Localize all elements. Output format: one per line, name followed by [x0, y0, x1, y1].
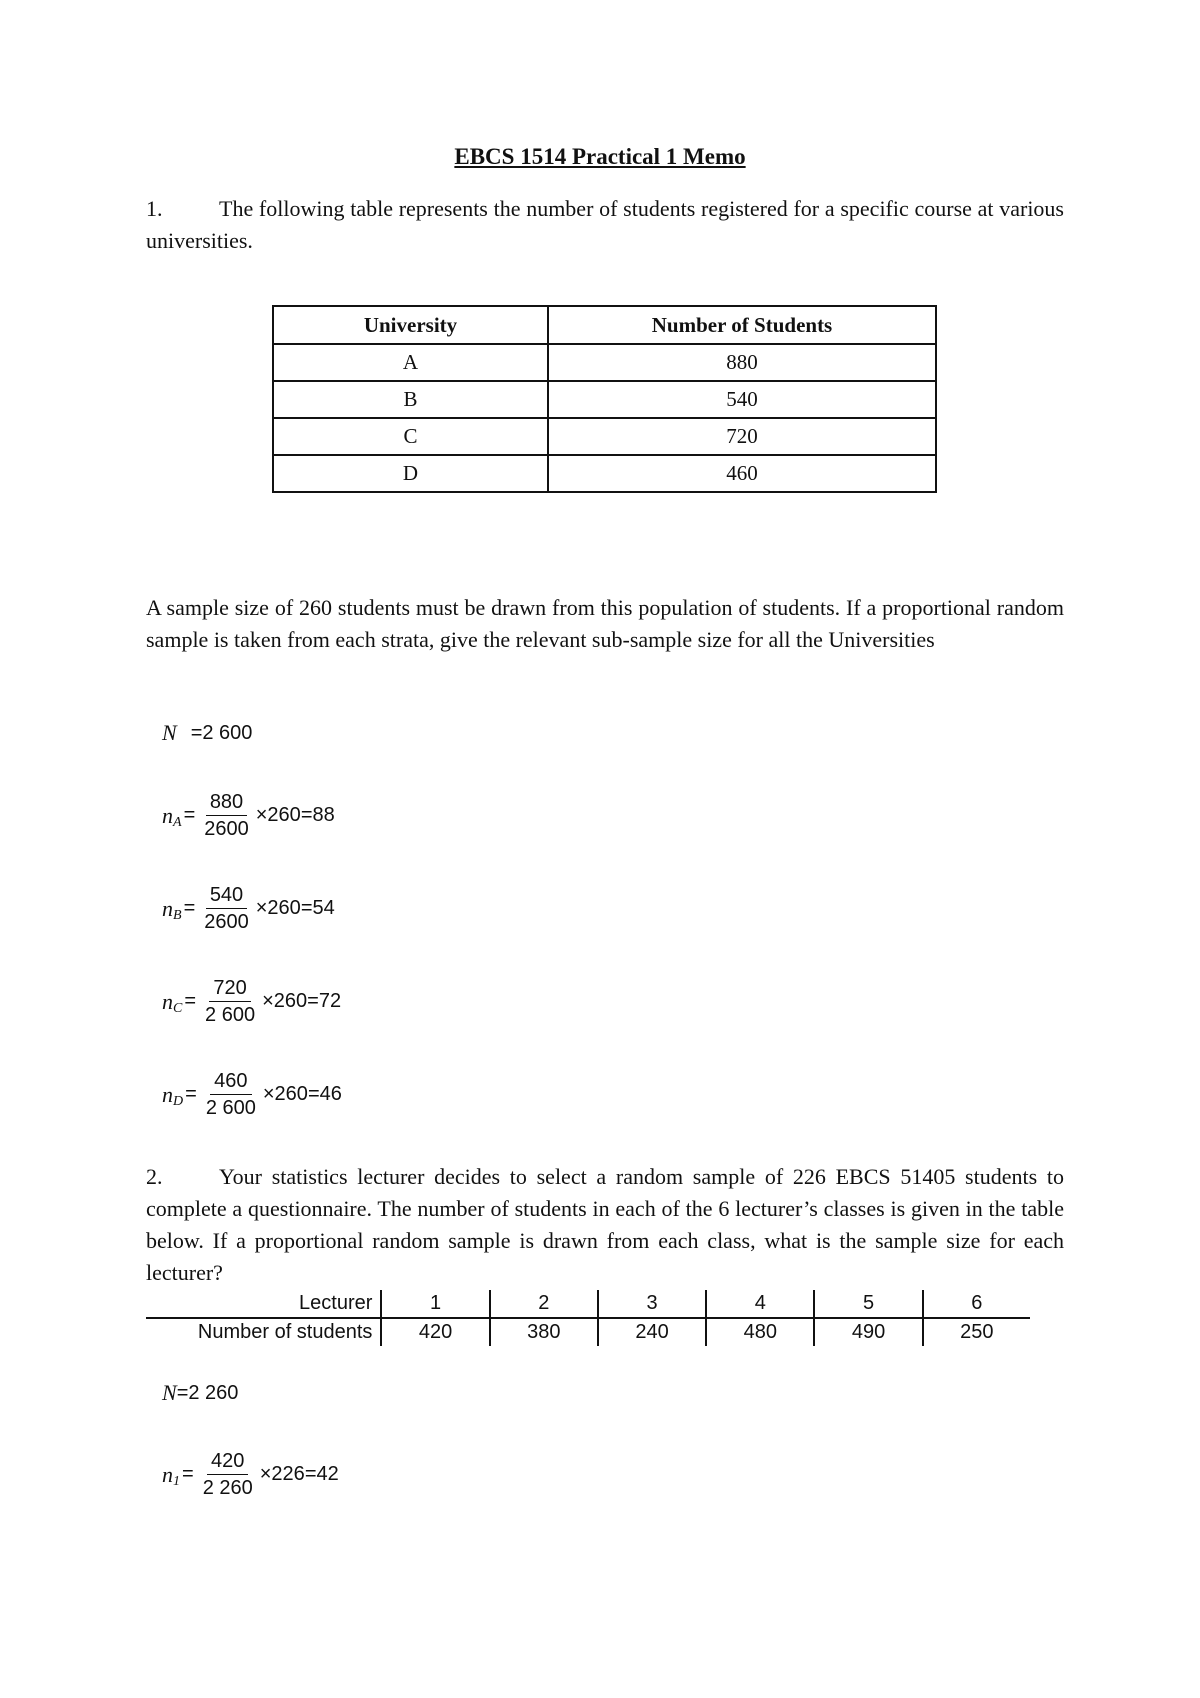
page-title: EBCS 1514 Practical 1 Memo: [454, 144, 746, 169]
university-table: [272, 305, 937, 493]
equals-sign: =: [182, 1463, 194, 1485]
multiplier: ×260: [255, 897, 301, 919]
multiplier: ×260: [262, 990, 308, 1012]
denominator: 2 600: [205, 1097, 256, 1119]
table-cell: 880: [548, 344, 936, 381]
table-cell: 540: [548, 381, 936, 418]
q1-number: 1.: [146, 196, 163, 221]
subscript: 1: [173, 1473, 180, 1489]
table-cell: 2: [490, 1290, 598, 1318]
formula-n1: [162, 1449, 339, 1500]
table-cell: D: [273, 455, 548, 492]
result: =54: [300, 897, 335, 919]
n-variable: n: [162, 988, 173, 1014]
row-label-number-of-students: Number of students: [197, 1321, 373, 1343]
subscript: C: [173, 1000, 183, 1016]
multiplier: ×260: [255, 804, 301, 826]
fraction: [199, 1449, 257, 1500]
table-row: [146, 1318, 1030, 1346]
table-cell: 6: [923, 1290, 1030, 1318]
equals-sign: =: [183, 804, 196, 826]
fraction: [200, 790, 253, 841]
table-cell: B: [273, 381, 548, 418]
q1-text: The following table represents the number of students registered for a specific course at various universities.: [146, 196, 1064, 253]
n-variable: n: [162, 1461, 173, 1487]
equals-sign: =: [184, 990, 197, 1012]
result: =72: [307, 990, 342, 1012]
N-value: =2 600: [190, 721, 253, 744]
q1-question: A sample size of 260 students must be drawn from this population of students. If a proportional random sample is taken from each strata, give the relevant sub-sample size for all the Universities: [146, 595, 1064, 652]
subscript: A: [173, 814, 182, 830]
q2-text: Your statistics lecturer decides to select a random sample of 226 EBCS 51405 students to complete a questionnaire. The number of students in each of the 6 lecturer’s classes is given in the table below. If a proportional random sample is drawn from each class, what is the sample size for each lecturer?: [146, 1164, 1064, 1285]
multiplier: ×226: [259, 1463, 305, 1485]
header-number-of-students: Number of Students: [548, 306, 936, 344]
n-variable: n: [162, 895, 173, 921]
N-variable: N: [162, 720, 177, 745]
result: =46: [307, 1083, 342, 1105]
table-row: [273, 455, 936, 492]
table-row: [146, 1290, 1030, 1318]
q1-paragraph: [146, 193, 1064, 257]
formula-nB: [162, 883, 335, 934]
row-label-lecturer: Lecturer: [146, 1290, 381, 1318]
header-university: University: [273, 306, 548, 344]
fraction: [201, 976, 259, 1027]
table-cell: 380: [490, 1318, 598, 1346]
n-variable: n: [162, 1081, 173, 1107]
table-cell: C: [273, 418, 548, 455]
table-cell: 3: [598, 1290, 706, 1318]
numerator: 880: [206, 790, 247, 816]
table-cell: 460: [548, 455, 936, 492]
result: =42: [304, 1463, 339, 1485]
N-value: =2 260: [176, 1381, 239, 1404]
table-cell: 420: [381, 1318, 489, 1346]
denominator: 2 260: [202, 1477, 253, 1499]
equals-sign: =: [185, 1083, 197, 1105]
numerator: 720: [209, 976, 250, 1002]
numerator: 540: [206, 883, 247, 909]
formula-nA: [162, 790, 335, 841]
subscript: B: [173, 907, 182, 923]
denominator: 2600: [204, 911, 249, 933]
table-cell: A: [273, 344, 548, 381]
N-variable: N: [162, 1380, 177, 1405]
q2-paragraph: [146, 1161, 1064, 1289]
table-row: [273, 344, 936, 381]
table-row: [273, 418, 936, 455]
numerator: 420: [207, 1449, 248, 1475]
formula-nC: [162, 976, 341, 1027]
result: =88: [300, 804, 335, 826]
fraction: [202, 1069, 260, 1120]
n-variable: n: [162, 802, 173, 828]
table-cell: 720: [548, 418, 936, 455]
table-cell: 250: [923, 1318, 1030, 1346]
q2-number: 2.: [146, 1164, 163, 1189]
lecturer-table: [146, 1290, 1030, 1346]
denominator: 2600: [204, 818, 249, 840]
subscript: D: [173, 1093, 184, 1109]
table-cell: 5: [814, 1290, 922, 1318]
table-cell: 240: [598, 1318, 706, 1346]
table-cell: 4: [706, 1290, 814, 1318]
table-cell: 1: [381, 1290, 489, 1318]
multiplier: ×260: [262, 1083, 308, 1105]
denominator: 2 600: [205, 1004, 256, 1026]
fraction: [200, 883, 253, 934]
q2-population-size: [162, 1380, 238, 1406]
numerator: 460: [210, 1069, 251, 1095]
table-cell: 480: [706, 1318, 814, 1346]
q1-population-size: [162, 720, 252, 746]
table-row: [273, 381, 936, 418]
formula-nD: [162, 1069, 342, 1120]
equals-sign: =: [183, 897, 196, 919]
table-cell: 490: [814, 1318, 922, 1346]
table-header-row: [273, 306, 936, 344]
